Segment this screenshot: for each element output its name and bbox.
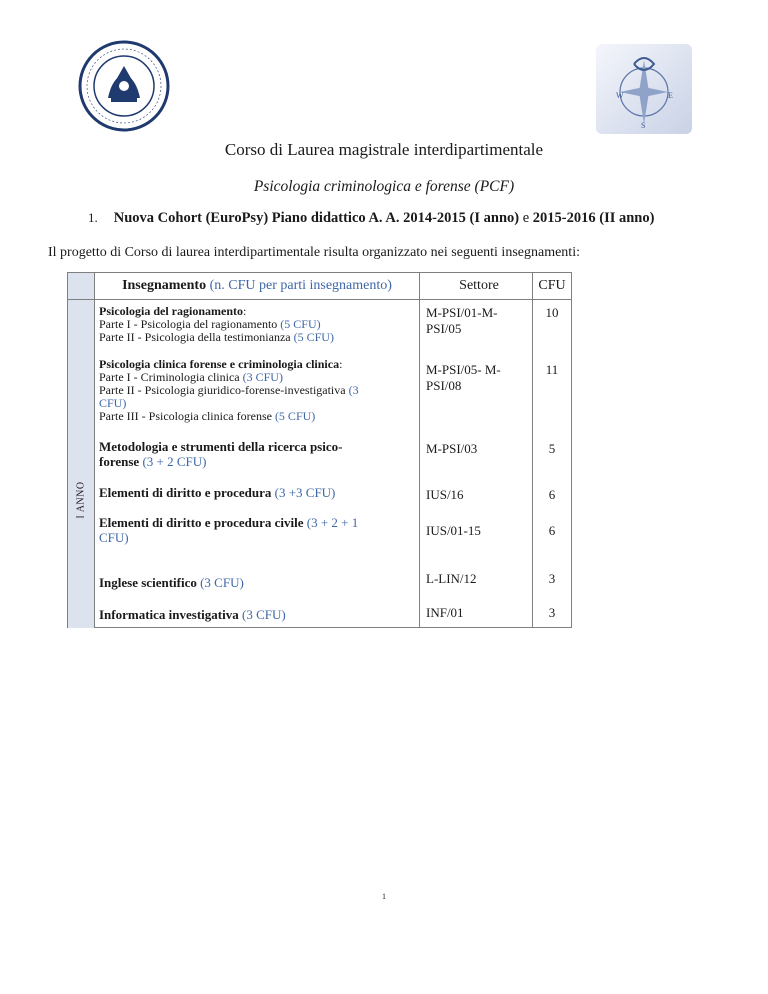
- year-label-cell: [68, 300, 95, 628]
- table-row: [68, 300, 572, 353]
- heading-part1: Nuova Cohort (EuroPsy) Piano didattico A. A. 2014-2015 (I anno): [113, 210, 520, 226]
- cfu-cell: 3: [533, 605, 572, 628]
- table-row: [68, 565, 572, 605]
- table-row: [68, 515, 572, 565]
- intro-paragraph: Il progetto di Corso di laurea interdipartimentale risulta organizzato nei seguenti insegnamenti:: [48, 245, 580, 260]
- section-number: 1.: [88, 210, 98, 225]
- section-heading: [88, 210, 654, 227]
- table-row: [68, 435, 572, 481]
- cfu-cell: 10: [533, 300, 572, 353]
- page-number: 1: [382, 892, 386, 901]
- settore-cell: L-LIN/12: [420, 565, 533, 605]
- svg-text:W: W: [616, 91, 624, 100]
- course-subtitle: Psicologia criminologica e forense (PCF): [253, 178, 515, 195]
- cfu-cell: 5: [533, 435, 572, 481]
- course-title: Corso di Laurea magistrale interdipartimentale: [224, 140, 544, 159]
- cfu-cell: 6: [533, 515, 572, 565]
- heading-part2: 2015-2016 (II anno): [532, 210, 655, 226]
- svg-text:E: E: [668, 91, 673, 100]
- cfu-cell: 6: [533, 481, 572, 515]
- cfu-cell: 3: [533, 565, 572, 605]
- table-row: [68, 352, 572, 435]
- heading-conj: e: [519, 210, 533, 226]
- settore-cell: IUS/16: [420, 481, 533, 515]
- header-insegnamento: Insegnamento (n. CFU per parti insegnamento): [95, 273, 420, 300]
- table-row: [68, 605, 572, 628]
- course-cell: Psicologia clinica forense e criminologia clinica: Parte I - Criminologia clinica (3 CFU) Parte II - Psicologia giuridico-forense-investigativa (3 CFU) Parte III - Psicologia clinica forense (5 CFU): [95, 352, 420, 435]
- course-cell: Elementi di diritto e procedura (3 +3 CFU): [95, 481, 420, 515]
- course-cell: Elementi di diritto e procedura civile (3 + 2 + 1 CFU): [95, 515, 420, 565]
- settore-cell: IUS/01-15: [420, 515, 533, 565]
- settore-cell: M-PSI/05- M- PSI/08: [420, 352, 533, 435]
- settore-cell: M-PSI/01-M- PSI/05: [420, 300, 533, 353]
- settore-cell: INF/01: [420, 605, 533, 628]
- table-row: [68, 481, 572, 515]
- year-column-header: [68, 273, 95, 300]
- header-settore: Settore: [420, 273, 533, 300]
- compass-logo: [594, 42, 694, 136]
- cfu-cell: 11: [533, 352, 572, 435]
- curriculum-table: [67, 272, 572, 628]
- course-cell: Metodologia e strumenti della ricerca psico- forense (3 + 2 CFU): [95, 435, 420, 481]
- course-cell: Psicologia del ragionamento: Parte I - Psicologia del ragionamento (5 CFU) Parte II - Psicologia della testimonianza (5 CFU): [95, 300, 420, 353]
- settore-cell: M-PSI/03: [420, 435, 533, 481]
- header-cfu: CFU: [533, 273, 572, 300]
- course-cell: Informatica investigativa (3 CFU): [95, 605, 420, 628]
- university-seal-logo: [78, 40, 170, 132]
- course-cell: Inglese scientifico (3 CFU): [95, 565, 420, 605]
- svg-text:S: S: [641, 121, 646, 130]
- year-label: I ANNO: [75, 481, 87, 519]
- table-header-row: [68, 273, 572, 300]
